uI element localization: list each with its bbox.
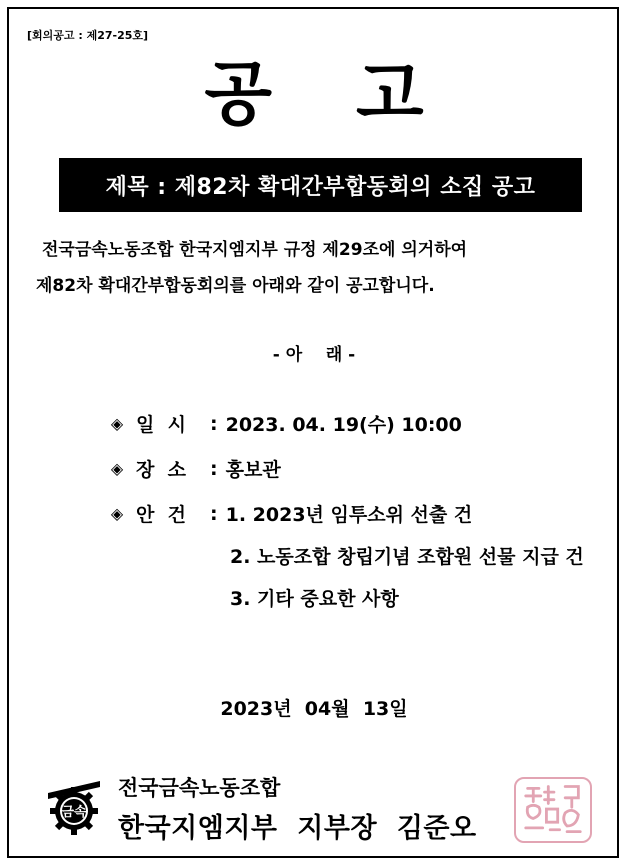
agenda-item-3: 3. 기타 중요한 사항 [230, 588, 399, 610]
item-value: 2023. 04. 19(수) 10:00 [225, 414, 462, 436]
item-value: 1. 2023년 임투소위 선출 건 [225, 504, 473, 526]
item-separator: : [210, 502, 218, 525]
section-heading: - 아 래 - [272, 345, 356, 365]
diamond-bullet-icon: ◈ [110, 459, 124, 478]
union-logo-icon [42, 771, 106, 835]
item-agenda [108, 500, 472, 527]
intro-line-2: 제82차 확대간부합동회의를 아래와 같이 공고합니다. [36, 276, 435, 296]
subject-text: 제목 : 제82차 확대간부합동회의 소집 공고 [105, 174, 536, 200]
notice-date: 2023년 04월 13일 [220, 698, 408, 720]
item-separator: : [210, 457, 218, 480]
subject-banner [59, 158, 582, 212]
agenda-item-2: 2. 노동조합 창립기념 조합원 선물 지급 건 [230, 546, 584, 568]
organization-name: 전국금속노동조합 [118, 776, 281, 800]
item-value: 홍보관 [225, 459, 281, 481]
signatory: 한국지엠지부 지부장 김준오 [118, 813, 477, 844]
page-title: 공고 [204, 53, 508, 135]
diamond-bullet-icon: ◈ [110, 504, 124, 523]
logo-text: 금속 [61, 805, 87, 820]
intro-line-1: 전국금속노동조합 한국지엠지부 규정 제29조에 의거하여 [42, 240, 468, 260]
item-label: 안 건 [136, 504, 186, 526]
item-datetime [108, 410, 462, 437]
item-label: 장 소 [136, 459, 186, 481]
official-seal-stamp [514, 777, 592, 843]
document-number: [회의공고 : 제27-25호] [27, 29, 149, 42]
item-separator: : [210, 412, 218, 435]
intro-paragraph [36, 232, 467, 304]
item-location [108, 455, 281, 482]
item-label: 일 시 [136, 414, 186, 436]
diamond-bullet-icon: ◈ [110, 414, 124, 433]
